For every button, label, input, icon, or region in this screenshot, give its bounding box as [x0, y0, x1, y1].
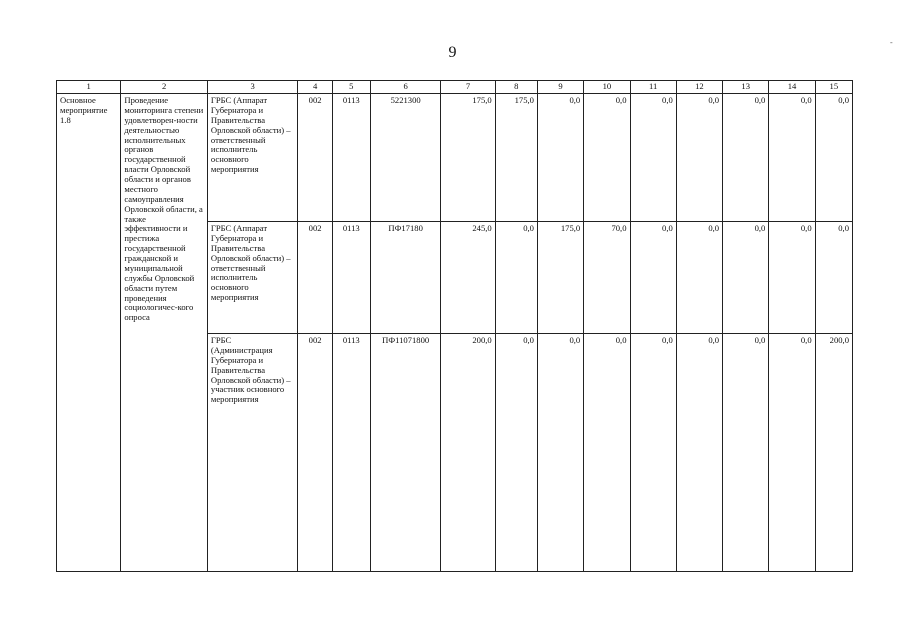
col-header: 10	[584, 81, 630, 94]
cell-4: 002	[298, 94, 332, 222]
cell-6: 5221300	[370, 94, 440, 222]
col-header: 13	[723, 81, 769, 94]
cell-6: ПФ11071800	[370, 334, 440, 572]
col-header: 8	[495, 81, 537, 94]
table-row	[57, 94, 853, 222]
col-header: 7	[441, 81, 495, 94]
cell-15: 0,0	[815, 222, 852, 334]
col-header: 5	[332, 81, 370, 94]
col-header: 1	[57, 81, 121, 94]
cell-7: 175,0	[441, 94, 495, 222]
cell-8: 0,0	[495, 334, 537, 572]
cell-13: 0,0	[723, 334, 769, 572]
cell-5: 0113	[332, 94, 370, 222]
executor-cell: ГРБС (Аппарат Губернатора и Правительства Орловской области) – ответственный исполнитель основного мероприятия	[207, 222, 298, 334]
budget-table	[56, 80, 853, 572]
event-description-cell: Проведение мониторинга степени удовлетворен-ности деятельностью исполнительных органов государственной власти Орловской области и органов местного самоуправления Орловской области, а также эффективности и престижа государственной гражданской и муниципальной службы Орловской области путем проведения социологичес-кого опроса	[121, 94, 208, 572]
cell-12: 0,0	[676, 94, 722, 222]
page-number: 9	[448, 44, 457, 61]
cell-10: 0,0	[584, 94, 630, 222]
cell-8: 0,0	[495, 222, 537, 334]
cell-14: 0,0	[769, 334, 815, 572]
event-name-cell: Основное мероприятие 1.8	[57, 94, 121, 572]
cell-15: 200,0	[815, 334, 852, 572]
cell-11: 0,0	[630, 334, 676, 572]
cell-9: 0,0	[537, 94, 583, 222]
header-row	[57, 81, 853, 94]
cell-4: 002	[298, 222, 332, 334]
cell-13: 0,0	[723, 222, 769, 334]
executor-cell: ГРБС (Аппарат Губернатора и Правительства Орловской области) – ответственный исполнитель основного мероприятия	[207, 94, 298, 222]
scan-speck: -	[890, 38, 893, 47]
cell-14: 0,0	[769, 222, 815, 334]
cell-5: 0113	[332, 334, 370, 572]
cell-6: ПФ17180	[370, 222, 440, 334]
cell-9: 175,0	[537, 222, 583, 334]
cell-11: 0,0	[630, 94, 676, 222]
cell-10: 70,0	[584, 222, 630, 334]
cell-7: 245,0	[441, 222, 495, 334]
col-header: 6	[370, 81, 440, 94]
cell-11: 0,0	[630, 222, 676, 334]
col-header: 11	[630, 81, 676, 94]
cell-5: 0113	[332, 222, 370, 334]
cell-8: 175,0	[495, 94, 537, 222]
cell-14: 0,0	[769, 94, 815, 222]
col-header: 12	[676, 81, 722, 94]
cell-13: 0,0	[723, 94, 769, 222]
cell-12: 0,0	[676, 222, 722, 334]
col-header: 14	[769, 81, 815, 94]
executor-cell: ГРБС (Администрация Губернатора и Правительства Орловской области) – участник основного мероприятия	[207, 334, 298, 572]
cell-7: 200,0	[441, 334, 495, 572]
cell-9: 0,0	[537, 334, 583, 572]
cell-4: 002	[298, 334, 332, 572]
col-header: 3	[207, 81, 298, 94]
col-header: 4	[298, 81, 332, 94]
cell-15: 0,0	[815, 94, 852, 222]
cell-10: 0,0	[584, 334, 630, 572]
cell-12: 0,0	[676, 334, 722, 572]
col-header: 9	[537, 81, 583, 94]
col-header: 2	[121, 81, 208, 94]
col-header: 15	[815, 81, 852, 94]
